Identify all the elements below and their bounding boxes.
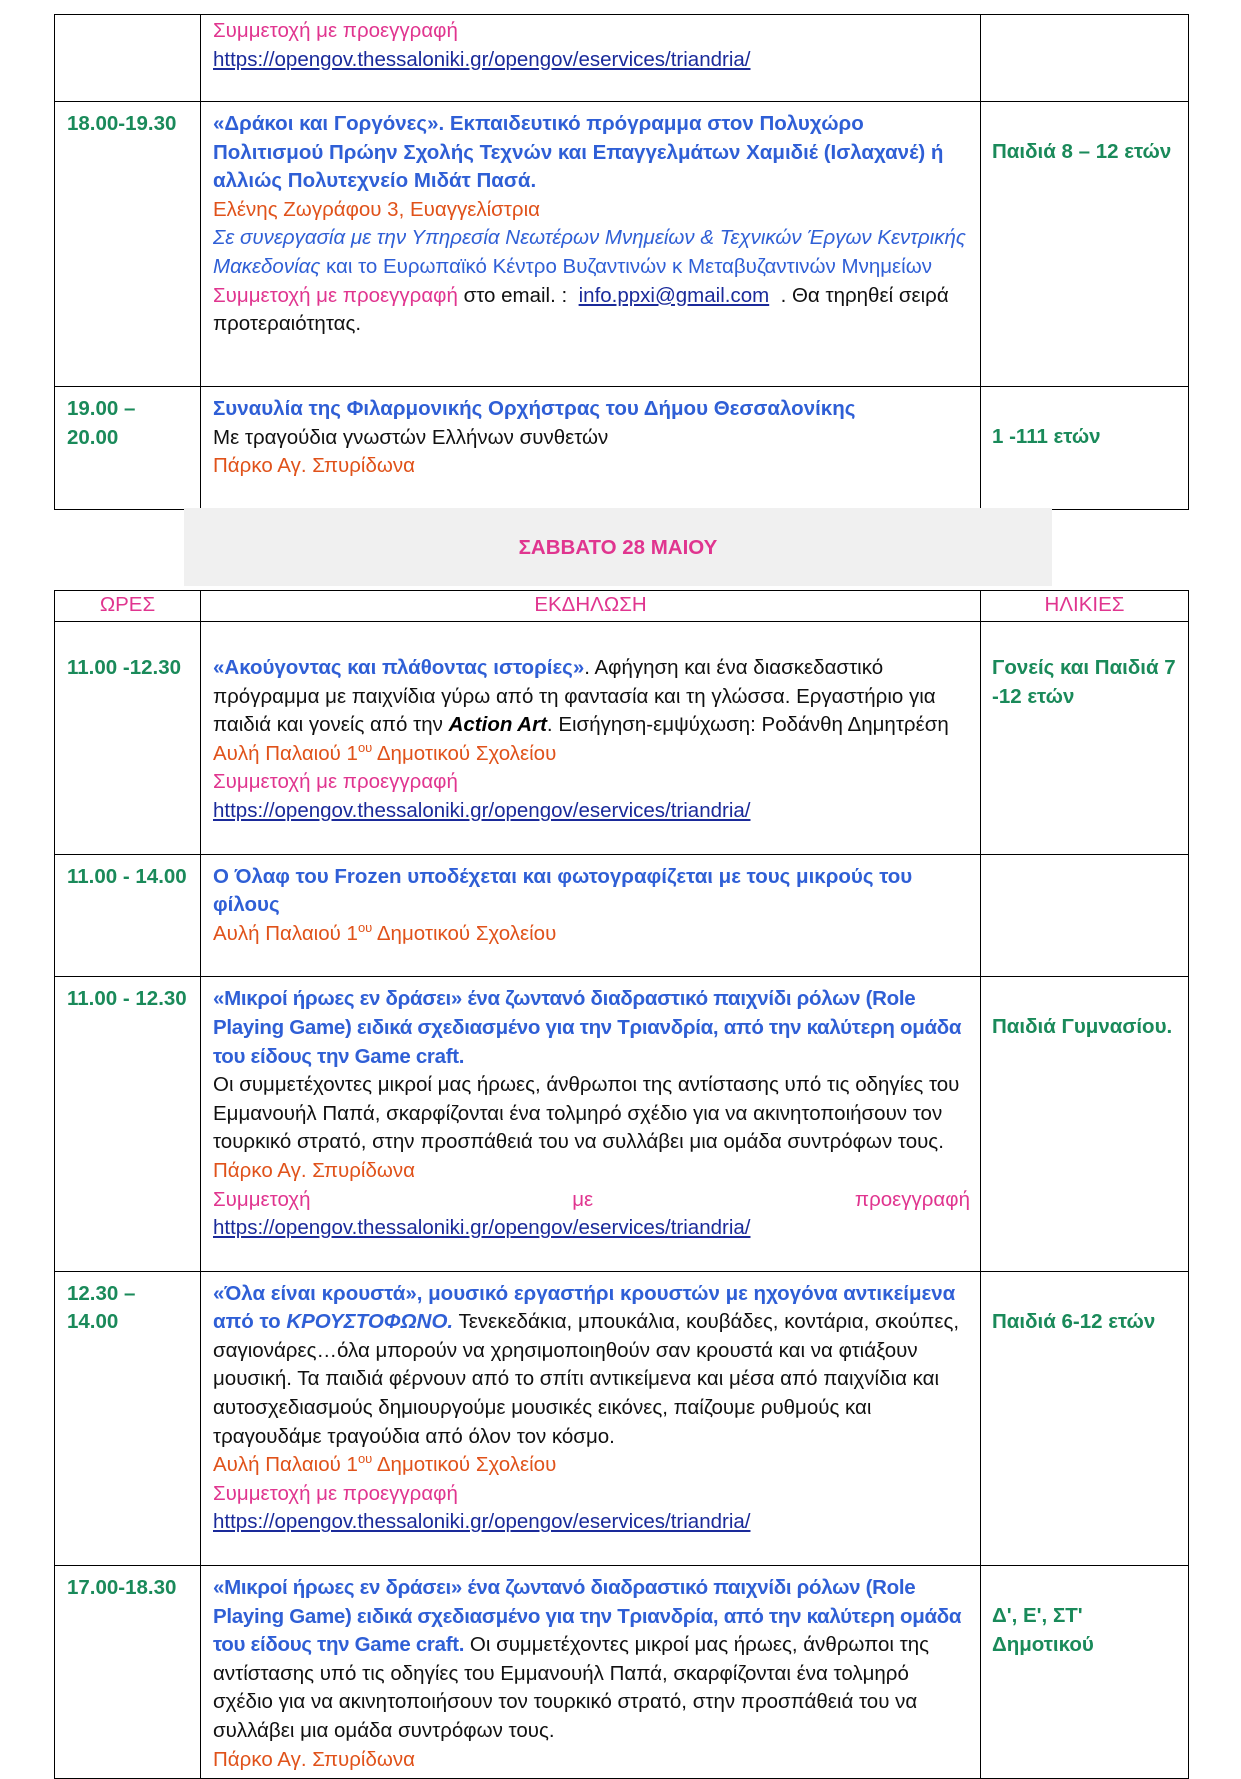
event-cell (201, 977, 981, 1271)
event-location: Αυλή Παλαιού $1^{o\upsilon}$ Δημοτικού Σχολείου (213, 739, 557, 765)
event-location: Πάρκο Αγ. Σπυρίδωνα (213, 454, 416, 478)
event-description: Με τραγούδια γνωστών Ελλήνων συνθετών (213, 425, 609, 449)
event-title: «Δράκοι και Γοργόνες». Εκπαιδευτικό πρόγραμμα στον Πολυχώρο Πολιτισμού Πρώην Σχολής Τεχνών και Επαγγελμάτων Χαμιδιέ (Ισλαχανέ) ή αλλιώς Πολυτεχνείο Μιδάτ Πασά. (213, 112, 944, 193)
time-cell: 17.00-18.30 (55, 1566, 201, 1779)
event-text (213, 654, 970, 740)
saturday-schedule-table (54, 590, 1189, 1779)
time-cell: 11.00 -12.30 (55, 622, 201, 855)
age-cell (981, 15, 1189, 102)
registration-email-prefix: στο email. : (463, 283, 568, 307)
event-description: Οι συμμετέχοντες μικροί μας ήρωες, άνθρωποι της αντίστασης υπό τις οδηγίες του Εμμανουήλ Παπά, σκαρφίζονται ένα τολμηρό σχέδιο για να ακινητοποιήσουν τον τουρκικό στρατό, στην προσπάθειά του να συλλάβει μια ομάδα συντρόφων τους. (213, 1073, 960, 1154)
age-cell: Παιδιά Γυμνασίου. (981, 977, 1189, 1271)
collaboration-plain: και το Ευρωπαϊκό Κέντρο Βυζαντινών κ Μεταβυζαντινών Μνημείων (326, 254, 932, 278)
table-row (55, 622, 1189, 855)
time-cell (55, 15, 201, 102)
table-row (55, 977, 1189, 1271)
event-title: «Όλα είναι κρουστά», μουσικό εργαστήρι κρουστών με ηχογόνα αντικείμενα από το (213, 1281, 956, 1334)
table-row (55, 15, 1189, 102)
event-title: «Μικροί ήρωες εν δράσει» ένα ζωντανό διαδραστικό παιχνίδι ρόλων (Role Playing Game) ειδικά σχεδιασμένο για την Τριανδρία, από την καλύτερη ομάδα του είδους την Game craft. (213, 1576, 962, 1657)
event-cell (201, 1566, 981, 1779)
age-cell: Δ', Ε', ΣΤ' Δημοτικού (981, 1566, 1189, 1779)
event-location: Πάρκο Αγ. Σπυρίδωνα (213, 1747, 416, 1771)
table-row (55, 1271, 1189, 1565)
event-description-end: . Εισήγηση-εμψύχωση: Ροδάνθη Δημητρέση (546, 713, 949, 737)
table-row (55, 854, 1189, 977)
column-header-time: ΩΡΕΣ (55, 591, 201, 622)
event-text (213, 1280, 970, 1452)
event-text (213, 1574, 970, 1746)
organizer-name: ΚΡΟΥΣΤΟΦΩΝΟ. (286, 1310, 454, 1334)
collaboration-italic: Σε συνεργασία με την Υπηρεσία Νεωτέρων Μνημείων & Τεχνικών Έργων Κεντρικής Μακεδονίας (213, 226, 966, 278)
event-cell (201, 102, 981, 387)
organizer-name: Action Art (448, 713, 547, 737)
table-header-row (55, 591, 1189, 622)
event-description: Οι συμμετέχοντες μικροί μας ήρωες, άνθρωποι της αντίστασης υπό τις οδηγίες του Εμμανουήλ Παπά, σκαρφίζονται ένα τολμηρό σχέδιο για να ακινητοποιήσουν τον τουρκικό στρατό, στην προσπάθειά του να συλλάβει μια ομάδα συντρόφων τους. (213, 1633, 930, 1742)
table-row (55, 1566, 1189, 1779)
day-heading: ΣΑΒΒΑΤΟ 28 ΜΑΙΟΥ (518, 536, 718, 559)
age-cell: 1 -111 ετών (981, 387, 1189, 510)
registration-note: Συμμετοχή με προεγγραφή (213, 770, 458, 794)
event-location: Πάρκο Αγ. Σπυρίδωνα (213, 1158, 416, 1182)
event-title: «Ακούγοντας και πλάθοντας ιστορίες» (213, 656, 585, 679)
event-description-start: . Αφήγηση και ένα διασκεδαστικό πρόγραμμα με παιχνίδια γύρω από τη φαντασία και τη γλώσσα. Εργαστήριο για παιδιά και γονείς από την (213, 656, 936, 737)
time-cell: 12.30 – 14.00 (55, 1271, 201, 1565)
registration-note: Συμμετοχή με προεγγραφή (213, 1187, 970, 1211)
column-header-age: ΗΛΙΚΙΕΣ (981, 591, 1189, 622)
event-cell (201, 387, 981, 510)
registration-link[interactable]: https://opengov.thessaloniki.gr/opengov/eservices/triandria/ (213, 47, 751, 71)
event-cell (201, 15, 981, 102)
registration-note: Συμμετοχή με προεγγραφή (213, 283, 458, 307)
table-row (55, 102, 1189, 387)
registration-email-suffix: . Θα τηρηθεί σειρά προτεραιότητας. (213, 283, 949, 336)
registration-email-note (213, 282, 970, 339)
age-cell: Παιδιά 6-12 ετών (981, 1271, 1189, 1565)
friday-schedule-table (54, 14, 1189, 510)
registration-link[interactable]: https://opengov.thessaloniki.gr/opengov/eservices/triandria/ (213, 798, 751, 822)
event-title: Συναυλία της Φιλαρμονικής Ορχήστρας του Δήμου Θεσσαλονίκης (213, 397, 856, 420)
registration-note: Συμμετοχή με προεγγραφή (213, 1481, 458, 1505)
registration-note: Συμμετοχή με προεγγραφή (213, 19, 458, 42)
collaboration-note (213, 224, 970, 281)
age-cell (981, 854, 1189, 977)
event-location: Αυλή Παλαιού $1^{o\upsilon}$ Δημοτικού Σχολείου (213, 919, 557, 945)
registration-email-link[interactable]: info.ppxi@gmail.com (578, 283, 770, 307)
time-cell: 11.00 - 12.30 (55, 977, 201, 1271)
registration-link[interactable]: https://opengov.thessaloniki.gr/opengov/eservices/triandria/ (213, 1510, 751, 1534)
time-cell: 19.00 – 20.00 (55, 387, 201, 510)
event-cell (201, 854, 981, 977)
time-cell: 18.00-19.30 (55, 102, 201, 387)
event-location: Ελένης Ζωγράφου 3, Ευαγγελίστρια (213, 197, 540, 221)
age-cell: Γονείς και Παιδιά 7 -12 ετών (981, 622, 1189, 855)
event-cell (201, 1271, 981, 1565)
day-banner (184, 508, 1052, 586)
registration-link[interactable]: https://opengov.thessaloniki.gr/opengov/eservices/triandria/ (213, 1216, 751, 1240)
event-description: Τενεκεδάκια, μπουκάλια, κουβάδες, κοντάρια, σκούπες, σαγιονάρες…όλα μπορούν να χρησιμοποιηθούν σαν κρουστά και να φτιάξουν μουσική. Τα παιδιά φέρνουν από το σπίτι αντικείμενα και μέσα από παιχνίδια και αυτοσχεδιασμούς δημιουργούμε μουσικές εικόνες, παίζουμε ρυθμούς και τραγουδάμε τραγούδια από όλον τον κόσμο. (213, 1310, 960, 1448)
time-cell: 11.00 - 14.00 (55, 854, 201, 977)
table-row (55, 387, 1189, 510)
age-cell: Παιδιά 8 – 12 ετών (981, 102, 1189, 387)
event-title: «Μικροί ήρωες εν δράσει» ένα ζωντανό διαδραστικό παιχνίδι ρόλων (Role Playing Game) ειδικά σχεδιασμένο για την Τριανδρία, από την καλύτερη ομάδα του είδους την Game craft. (213, 987, 962, 1068)
event-title: Ο Όλαφ του Frozen υποδέχεται και φωτογραφίζεται με τους μικρούς του φίλους (213, 864, 913, 917)
event-location: Αυλή Παλαιού $1^{o\upsilon}$ Δημοτικού Σχολείου (213, 1451, 557, 1477)
event-cell (201, 622, 981, 855)
column-header-event: ΕΚΔΗΛΩΣΗ (201, 591, 981, 622)
